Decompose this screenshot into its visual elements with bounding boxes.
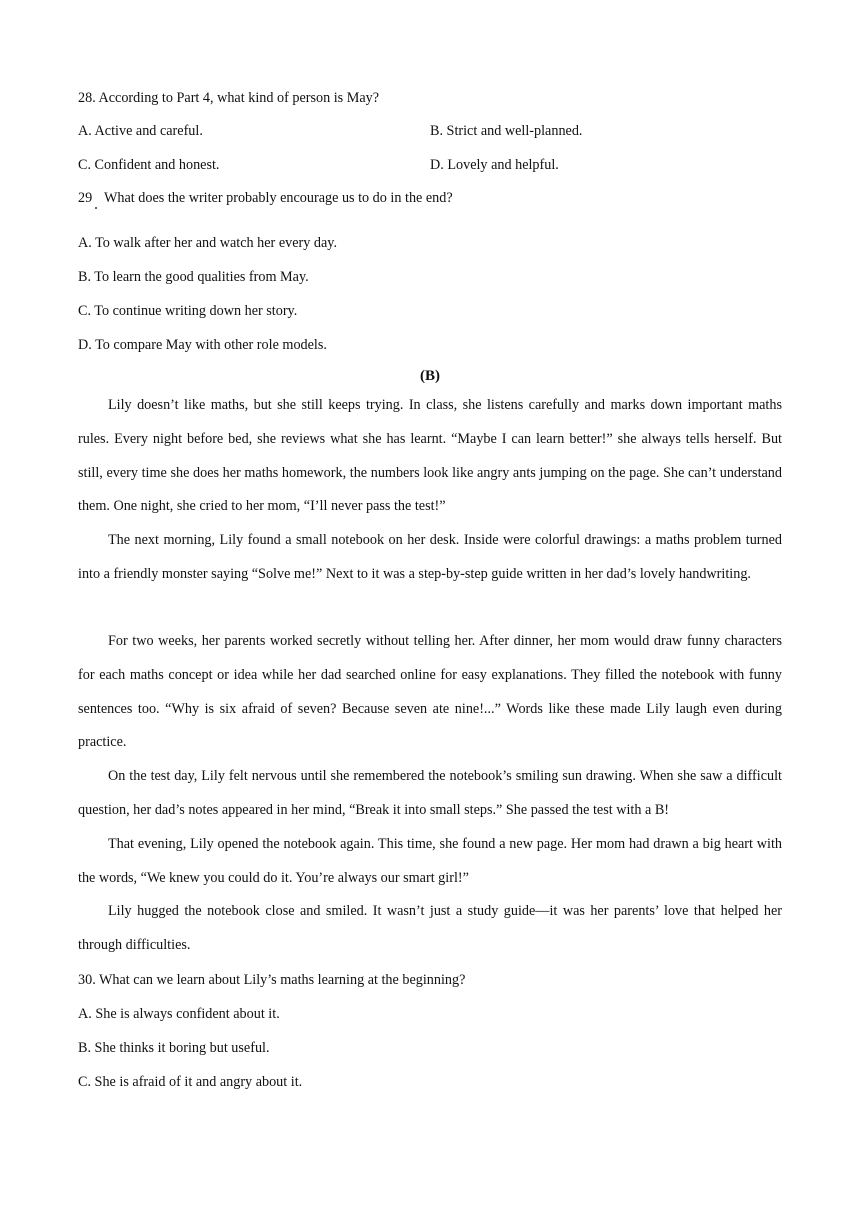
q29-option-b: B. To learn the good qualities from May. <box>78 269 309 285</box>
q30-option-a: A. She is always confident about it. <box>78 1006 280 1022</box>
q29-option-c: C. To continue writing down her story. <box>78 303 298 319</box>
passage-paragraph-3: For two weeks, her parents worked secretly without telling her. After dinner, her mom would draw funny characters for each maths concept or idea while her dad searched online for easy explanations. They filled the notebook with funny sentences too. “Why is six afraid of seven? Because seven ate nine!...” Words like these made Lily laugh even during practice. <box>78 633 782 751</box>
question-29 <box>78 189 453 207</box>
passage-paragraph-1: Lily doesn’t like maths, but she still keeps trying. In class, she listens carefully and marks down important maths rules. Every night before bed, she reviews what she has learnt. “Maybe I can learn better!” she always tells herself. But still, every time she does her maths homework, the numbers look like angry ants jumping on the page. She can’t understand them. One night, she cried to her mom, “I’ll never pass the test!” <box>78 397 782 515</box>
q28-option-c: C. Confident and honest. <box>78 157 220 173</box>
stray-dot-mark <box>95 207 97 209</box>
question-29-number: 29 <box>78 190 93 206</box>
section-b-heading: (B) <box>420 368 440 384</box>
q30-option-c: C. She is afraid of it and angry about it. <box>78 1074 303 1090</box>
passage-paragraph-6: Lily hugged the notebook close and smiled. It wasn’t just a study guide—it was her parents’ love that helped her through difficulties. <box>78 903 782 953</box>
question-29-text: What does the writer probably encourage us to do in the end? <box>104 190 453 206</box>
q28-option-b: B. Strict and well-planned. <box>430 123 583 139</box>
passage-paragraph-5: That evening, Lily opened the notebook again. This time, she found a new page. Her mom had drawn a big heart with the words, “We knew you could do it. You’re always our smart girl!” <box>78 836 782 886</box>
question-28: 28. According to Part 4, what kind of person is May? <box>78 90 380 106</box>
q28-option-d: D. Lovely and helpful. <box>430 157 559 173</box>
passage-paragraph-2: The next morning, Lily found a small notebook on her desk. Inside were colorful drawings: a maths problem turned into a friendly monster saying “Solve me!” Next to it was a step-by-step guide written in her dad’s lovely handwriting. <box>78 532 782 582</box>
q28-option-a: A. Active and careful. <box>78 123 203 139</box>
q29-option-d: D. To compare May with other role models. <box>78 337 327 353</box>
q30-option-b: B. She thinks it boring but useful. <box>78 1040 270 1056</box>
passage-paragraph-4: On the test day, Lily felt nervous until she remembered the notebook’s smiling sun drawing. When she saw a difficult question, her dad’s notes appeared in her mind, “Break it into small steps.” She passed the test with a B! <box>78 768 782 818</box>
q29-option-a: A. To walk after her and watch her every day. <box>78 235 337 251</box>
question-30: 30. What can we learn about Lily’s maths learning at the beginning? <box>78 972 466 988</box>
